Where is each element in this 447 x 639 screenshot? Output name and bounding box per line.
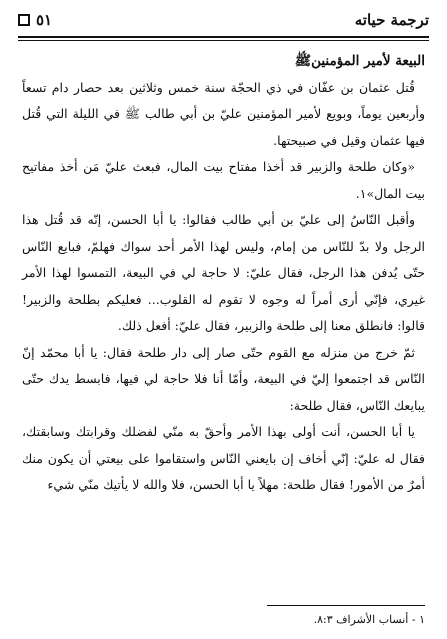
footnote: ١ - أنساب الأشراف ٨:٣. — [313, 613, 425, 626]
square-ornament-icon — [18, 14, 30, 26]
paragraph: وأقبل النّاسُ إلى عليّ بن أبي طالب فقالوا: يا أبا الحسن، إنّه قد قُتل هذا الرجل ولا بدّ للنّاس من إمام، وليس لهذا الأمر أحد سواك فهلمّ، فبايع النّاس حتّى يُدفن هذا الرجل، فقال عليّ: لا حاجة لي في البيعة، التمسوا لهذا الأمر غيري، فإنّي أرى أمراً له وجوه لا تقوم له القلوب... فعليكم بطلحة والزبير! قالوا: فانطلق معنا إلى طلحة والزبير، فقال عليّ: أفعل ذلك. — [22, 212, 425, 333]
footnote-rule — [267, 605, 425, 606]
page-number-block — [18, 11, 52, 29]
header-rule-thin — [18, 40, 429, 41]
page-number: ٥١ — [36, 11, 53, 29]
paragraph: «وكان طلحة والزبير قد أخذا مفتاح بيت المال، فبعث عليّ مَن أخذ مفاتيح بيت المال»١. — [22, 159, 425, 201]
paragraph: يا أبا الحسن، أنت أولى بهذا الأمر وأحقّ به منّي لفضلك وقرابتك وسابقتك، فقال له عليّ: إنّي أخاف إن بايعني النّاس واستقاموا على بيعتي أن يكون منك أمرٌ من الأمور! فقال طلحة: مهلاً يا أبا الحسن، فلا والله لا يأتيك منّي شيء — [22, 424, 425, 492]
running-title: ترجمة حياته — [354, 11, 429, 29]
main-text — [22, 48, 425, 499]
header-rule — [18, 36, 429, 38]
paragraph: ثمّ خرج من منزله مع القوم حتّى صار إلى دار طلحة فقال: يا أبا محمّد إنّ النّاس قد اجتمعوا إليّ في البيعة، وأمّا أنا فلا حاجة لي فيها، فابسط يدك حتّى يبايعك النّاس، فقال طلحة: — [22, 344, 425, 413]
running-header — [18, 8, 429, 32]
section-heading: البيعة لأمير المؤمنينﷺ — [294, 53, 425, 69]
paragraph: قُتل عثمان بن عفّان في ذي الحجّة سنة خمس وثلاثين بعد حصار دام تسعاً وأربعين يوماً، وبويع لأمير المؤمنين عليّ بن أبي طالب ﷺ في الليلة التي قُتل فيها عثمان وقيل في صبيحتها. — [22, 79, 425, 148]
